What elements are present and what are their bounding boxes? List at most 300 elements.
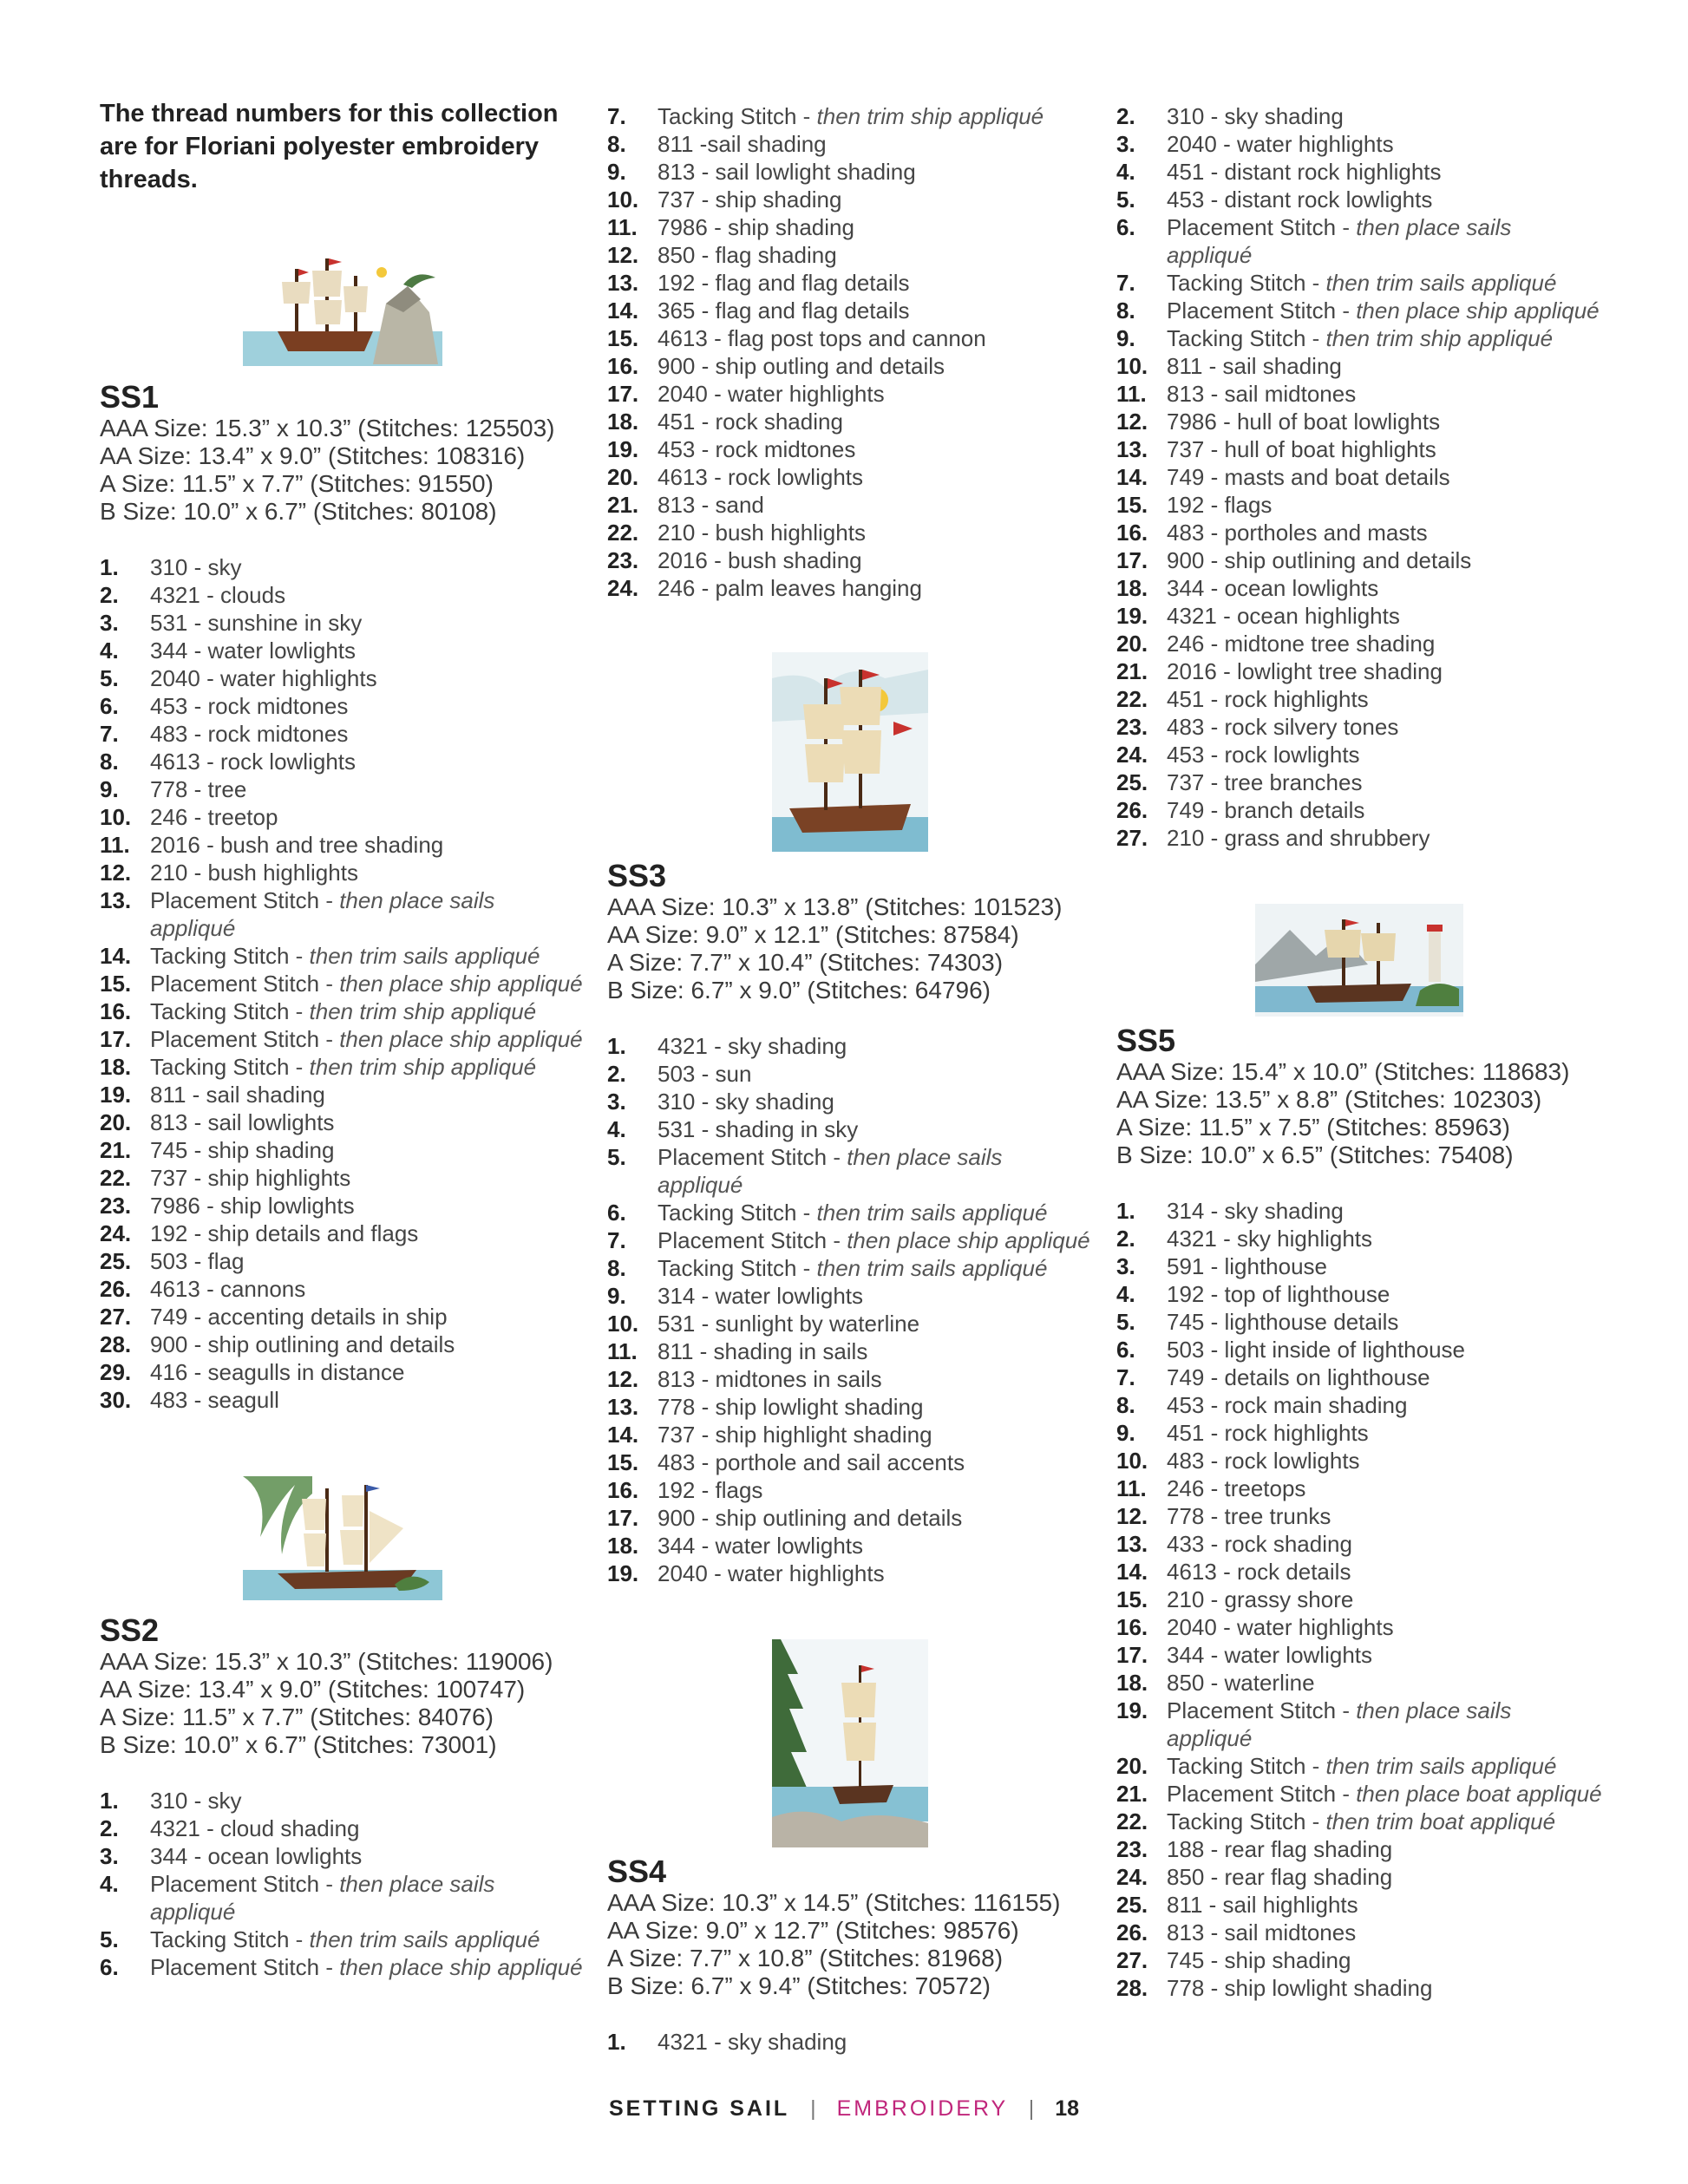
thread-description: 310 - sky	[150, 554, 242, 580]
thread-description: 778 - tree	[150, 776, 247, 802]
thread-description: 310 - sky	[150, 1788, 242, 1814]
thread-number: 8.	[1116, 1392, 1135, 1418]
thread-number: 5.	[100, 665, 119, 691]
thread-number: 1.	[607, 2029, 626, 2055]
thread-item	[1116, 1891, 1602, 1919]
thread-item	[1116, 713, 1602, 741]
thread-description: 433 - rock shading	[1167, 1531, 1352, 1557]
thread-text	[658, 1115, 1093, 1143]
thread-item	[1116, 297, 1602, 324]
note-separator: -	[796, 103, 817, 129]
thread-item	[100, 942, 586, 970]
thread-description: 7986 - hull of boat lowlights	[1167, 409, 1441, 435]
thread-number: 2.	[100, 582, 119, 608]
size-aa: AA Size: 9.0” x 12.1” (Stitches: 87584)	[607, 921, 1019, 948]
size-list-ss2	[100, 1648, 586, 1759]
thread-number: 16.	[100, 998, 132, 1024]
size-b: B Size: 10.0” x 6.7” (Stitches: 80108)	[100, 498, 497, 525]
thread-item	[1116, 1336, 1602, 1363]
thread-text	[1167, 408, 1602, 435]
thread-description: 310 - sky shading	[1167, 103, 1344, 129]
thread-number: 16.	[607, 353, 639, 379]
thread-description: 778 - ship lowlight shading	[658, 1394, 924, 1420]
thread-text	[658, 158, 1093, 186]
thread-text	[1167, 1558, 1602, 1586]
thread-note: then place sails appliqué	[1167, 214, 1512, 268]
size-a: A Size: 11.5” x 7.7” (Stitches: 91550)	[100, 470, 494, 497]
thread-note: then trim ship appliqué	[1325, 325, 1554, 351]
thread-note: then place sails appliqué	[1167, 1697, 1512, 1751]
thread-item	[607, 297, 1093, 324]
thread-list-ss2-continued	[607, 102, 1093, 602]
thread-text	[658, 102, 1093, 130]
thread-number: 12.	[1116, 1503, 1148, 1529]
thread-text	[658, 1032, 1093, 1060]
thread-item	[100, 1815, 586, 1842]
thread-text	[658, 1282, 1093, 1310]
thread-text	[658, 241, 1093, 269]
thread-number: 18.	[1116, 1670, 1148, 1696]
thread-text	[1167, 1308, 1602, 1336]
thread-description: 451 - distant rock highlights	[1167, 159, 1442, 185]
thread-number: 13.	[1116, 436, 1148, 462]
thread-text	[658, 574, 1093, 602]
thread-description: 813 - sail midtones	[1167, 1919, 1357, 1945]
thread-text	[1167, 1697, 1602, 1752]
thread-item	[100, 1136, 586, 1164]
thread-description: 192 - flag and flag details	[658, 270, 910, 296]
thread-number: 3.	[1116, 1253, 1135, 1279]
thread-text	[1167, 435, 1602, 463]
thread-item	[1116, 1863, 1602, 1891]
thread-item	[607, 186, 1093, 213]
thread-text	[1167, 1502, 1602, 1530]
thread-number: 12.	[607, 242, 639, 268]
thread-list-ss2	[100, 1787, 586, 1981]
thread-number: 25.	[1116, 769, 1148, 795]
design-title-ss5: SS5	[1116, 1023, 1176, 1058]
thread-item	[1116, 1308, 1602, 1336]
thread-description: 4321 - sky shading	[658, 1033, 847, 1059]
thread-text	[1167, 491, 1602, 519]
thread-description: 850 - waterline	[1167, 1670, 1315, 1696]
thread-description: 4321 - clouds	[150, 582, 286, 608]
thread-number: 14.	[1116, 1559, 1148, 1585]
thread-text	[1167, 102, 1602, 130]
thread-item	[1116, 1252, 1602, 1280]
thread-number: 19.	[607, 436, 639, 462]
thread-description: 811 - sail highlights	[1167, 1892, 1358, 1918]
thread-number: 14.	[1116, 464, 1148, 490]
thread-description: 451 - rock shading	[658, 409, 843, 435]
thread-item	[1116, 1280, 1602, 1308]
thread-item	[1116, 352, 1602, 380]
thread-description: 745 - ship shading	[1167, 1947, 1351, 1973]
thread-description: 344 - ocean lowlights	[1167, 575, 1379, 601]
thread-number: 10.	[100, 804, 132, 830]
thread-text	[1167, 1336, 1602, 1363]
thread-item	[607, 1365, 1093, 1393]
thread-text	[150, 748, 586, 775]
thread-description: 7986 - ship lowlights	[150, 1193, 355, 1219]
thread-item	[607, 1254, 1093, 1282]
thread-text	[150, 886, 586, 942]
thread-description: 483 - rock midtones	[150, 721, 349, 747]
thread-number: 22.	[100, 1165, 132, 1191]
thread-number: 26.	[100, 1276, 132, 1302]
thread-item	[1116, 796, 1602, 824]
thread-text	[1167, 1780, 1602, 1808]
thread-text	[150, 664, 586, 692]
thread-item	[1116, 1641, 1602, 1669]
thread-text	[150, 1331, 586, 1358]
thread-text	[658, 491, 1093, 519]
thread-description: 531 - sunshine in sky	[150, 610, 363, 636]
thread-number: 24.	[1116, 1864, 1148, 1890]
thread-text	[150, 720, 586, 748]
size-aaa: AAA Size: 10.3” x 14.5” (Stitches: 116155)	[607, 1889, 1061, 1916]
thread-description: 900 - ship outlining and details	[658, 1505, 963, 1531]
thread-item	[1116, 1475, 1602, 1502]
thread-number: 9.	[100, 776, 119, 802]
thread-text	[150, 1275, 586, 1303]
note-separator: -	[319, 1871, 340, 1897]
thread-description: 4613 - rock details	[1167, 1559, 1351, 1585]
thread-description: Placement Stitch	[1167, 1697, 1337, 1723]
thread-description: Tacking Stitch	[150, 1926, 290, 1952]
thread-item	[1116, 435, 1602, 463]
thread-description: 745 - lighthouse details	[1167, 1309, 1399, 1335]
thread-number: 9.	[607, 159, 626, 185]
thread-text	[1167, 519, 1602, 546]
thread-text	[150, 859, 586, 886]
thread-number: 7.	[1116, 1364, 1135, 1390]
thread-number: 9.	[1116, 1420, 1135, 1446]
thread-item	[100, 997, 586, 1025]
thread-number: 6.	[1116, 214, 1135, 240]
note-separator: -	[319, 887, 340, 913]
thread-text	[150, 803, 586, 831]
thread-text	[1167, 796, 1602, 824]
thread-description: 344 - water lowlights	[150, 638, 356, 664]
thread-item	[1116, 1447, 1602, 1475]
size-a: A Size: 11.5” x 7.5” (Stitches: 85963)	[1116, 1114, 1510, 1141]
note-separator: -	[1305, 325, 1326, 351]
thread-item	[607, 241, 1093, 269]
thread-note: then trim ship appliqué	[309, 998, 537, 1024]
thread-item	[100, 748, 586, 775]
size-list-ss1	[100, 415, 586, 526]
thread-description: Tacking Stitch	[658, 103, 797, 129]
thread-item	[100, 1787, 586, 1815]
thread-text	[658, 1254, 1093, 1282]
thread-text	[1167, 546, 1602, 574]
size-b: B Size: 6.7” x 9.0” (Stitches: 64796)	[607, 977, 991, 1004]
thread-item	[607, 1504, 1093, 1532]
thread-item	[100, 1053, 586, 1081]
thread-text	[150, 1386, 586, 1414]
thread-text	[658, 1393, 1093, 1421]
thread-number: 20.	[1116, 1753, 1148, 1779]
thread-description: 4613 - rock lowlights	[150, 749, 356, 775]
thread-item	[100, 1953, 586, 1981]
thread-number: 21.	[1116, 1781, 1148, 1807]
thread-number: 23.	[1116, 714, 1148, 740]
thread-description: 451 - rock highlights	[1167, 1420, 1369, 1446]
thread-item	[607, 408, 1093, 435]
design-title-ss3: SS3	[607, 858, 667, 893]
thread-item	[1116, 102, 1602, 130]
thread-number: 6.	[607, 1200, 626, 1226]
thread-description: 210 - bush highlights	[150, 860, 358, 886]
thread-description: 503 - sun	[658, 1061, 752, 1087]
thread-number: 15.	[607, 325, 639, 351]
thread-description: Placement Stitch	[1167, 1781, 1337, 1807]
thread-number: 2.	[1116, 103, 1135, 129]
thread-description: Tacking Stitch	[150, 943, 290, 969]
column-2	[607, 102, 1093, 2056]
thread-item	[100, 886, 586, 942]
thread-number: 4.	[100, 1871, 119, 1897]
thread-text	[1167, 768, 1602, 796]
thread-note: then trim sails appliqué	[816, 1255, 1048, 1281]
thread-text	[1167, 213, 1602, 269]
thread-description: 900 - ship outlining and details	[1167, 547, 1472, 573]
thread-description: 531 - shading in sky	[658, 1116, 859, 1142]
thread-description: 2040 - water highlights	[1167, 131, 1394, 157]
thread-text	[150, 1025, 586, 1053]
thread-text	[150, 637, 586, 664]
intro-text: The thread numbers for this collection are for Floriani polyester embroidery threads.	[100, 100, 559, 193]
thread-item	[607, 213, 1093, 241]
note-separator: -	[1305, 270, 1326, 296]
thread-text	[1167, 685, 1602, 713]
thread-description: 811 - sail shading	[150, 1082, 325, 1108]
thread-description: 4321 - ocean highlights	[1167, 603, 1400, 629]
thread-description: 365 - flag and flag details	[658, 298, 910, 324]
thread-note: then trim ship appliqué	[816, 103, 1044, 129]
size-list-ss5	[1116, 1058, 1602, 1169]
thread-item	[1116, 685, 1602, 713]
thread-item	[607, 1337, 1093, 1365]
thread-item	[1116, 574, 1602, 602]
size-aa: AA Size: 13.4” x 9.0” (Stitches: 100747)	[100, 1676, 526, 1703]
thread-description: 737 - ship highlights	[150, 1165, 351, 1191]
thread-description: Tacking Stitch	[658, 1200, 797, 1226]
ss3-ship-illustration	[772, 652, 928, 852]
thread-description: 483 - portholes and masts	[1167, 520, 1428, 546]
thread-item	[607, 1199, 1093, 1226]
thread-text	[150, 942, 586, 970]
thread-list-ss4-continued	[1116, 102, 1602, 852]
thread-number: 24.	[100, 1220, 132, 1246]
thread-text	[658, 1476, 1093, 1504]
thread-number: 19.	[100, 1082, 132, 1108]
thread-number: 2.	[100, 1815, 119, 1841]
thread-item	[607, 130, 1093, 158]
thread-text	[1167, 1252, 1602, 1280]
page-footer	[0, 2096, 1688, 2122]
thread-item	[1116, 1669, 1602, 1697]
thread-number: 21.	[607, 492, 639, 518]
thread-item	[1116, 657, 1602, 685]
thread-text	[150, 1164, 586, 1192]
thread-item	[100, 859, 586, 886]
thread-text	[1167, 186, 1602, 213]
thread-item	[1116, 1558, 1602, 1586]
thread-item	[1116, 1391, 1602, 1419]
thread-description: Tacking Stitch	[658, 1255, 797, 1281]
thread-description: 344 - water lowlights	[1167, 1642, 1372, 1668]
thread-number: 3.	[100, 1843, 119, 1869]
thread-description: 749 - masts and boat details	[1167, 464, 1450, 490]
thread-number: 9.	[607, 1283, 626, 1309]
thread-number: 9.	[1116, 325, 1135, 351]
thread-text	[658, 380, 1093, 408]
thread-item	[607, 1282, 1093, 1310]
thread-item	[607, 1088, 1093, 1115]
thread-item	[1116, 1780, 1602, 1808]
thread-number: 5.	[1116, 186, 1135, 213]
thread-description: 453 - rock lowlights	[1167, 742, 1360, 768]
thread-text	[1167, 352, 1602, 380]
thread-text	[1167, 1280, 1602, 1308]
thread-item	[1116, 269, 1602, 297]
thread-text	[1167, 158, 1602, 186]
thread-item	[100, 1331, 586, 1358]
thread-number: 20.	[1116, 631, 1148, 657]
thread-item	[1116, 1974, 1602, 2002]
thread-text	[150, 1108, 586, 1136]
thread-text	[1167, 297, 1602, 324]
thread-item	[100, 775, 586, 803]
thread-text	[658, 463, 1093, 491]
thread-number: 18.	[607, 409, 639, 435]
thread-description: 192 - top of lighthouse	[1167, 1281, 1390, 1307]
thread-item	[607, 2028, 1093, 2056]
thread-number: 24.	[607, 575, 639, 601]
thread-description: 813 - sail lowlights	[150, 1109, 335, 1135]
thread-description: 416 - seagulls in distance	[150, 1359, 405, 1385]
thread-item	[1116, 1697, 1602, 1752]
thread-description: Placement Stitch	[150, 971, 320, 997]
thread-item	[1116, 1363, 1602, 1391]
thread-description: 192 - ship details and flags	[150, 1220, 419, 1246]
thread-note: then trim sails appliqué	[1325, 270, 1557, 296]
thread-text	[1167, 380, 1602, 408]
thread-description: 737 - ship shading	[658, 186, 842, 213]
note-separator: -	[1336, 1697, 1357, 1723]
thread-number: 15.	[607, 1449, 639, 1475]
thread-text	[1167, 657, 1602, 685]
thread-text	[658, 1226, 1093, 1254]
thread-note: then place ship appliqué	[1356, 298, 1600, 324]
thread-item	[607, 1310, 1093, 1337]
thread-number: 11.	[1116, 381, 1147, 407]
thread-text	[1167, 602, 1602, 630]
thread-list-ss3	[607, 1032, 1093, 1587]
thread-note: then place ship appliqué	[847, 1227, 1090, 1253]
note-separator: -	[289, 943, 310, 969]
thread-description: 813 - sand	[658, 492, 764, 518]
thread-description: 778 - ship lowlight shading	[1167, 1975, 1433, 2001]
thread-text	[1167, 713, 1602, 741]
thread-text	[1167, 1669, 1602, 1697]
thread-description: 811 -sail shading	[658, 131, 827, 157]
footer-divider: |	[810, 2096, 816, 2121]
thread-description: 246 - treetops	[1167, 1475, 1306, 1501]
thread-item	[607, 1032, 1093, 1060]
thread-text	[150, 553, 586, 581]
thread-text	[1167, 1419, 1602, 1447]
thread-item	[1116, 1586, 1602, 1613]
thread-text	[150, 692, 586, 720]
thread-number: 8.	[100, 749, 119, 775]
thread-item	[607, 546, 1093, 574]
thread-item	[100, 1220, 586, 1247]
thread-item	[607, 1421, 1093, 1448]
thread-description: 531 - sunlight by waterline	[658, 1311, 920, 1337]
thread-description: 813 - sail midtones	[1167, 381, 1357, 407]
thread-item	[1116, 186, 1602, 213]
thread-number: 10.	[607, 1311, 639, 1337]
thread-description: 246 - palm leaves hanging	[658, 575, 922, 601]
thread-number: 7.	[607, 103, 626, 129]
thread-text	[1167, 1946, 1602, 1974]
thread-item	[607, 1532, 1093, 1560]
thread-description: 314 - sky shading	[1167, 1198, 1344, 1224]
thread-number: 27.	[100, 1304, 132, 1330]
thread-text	[150, 1136, 586, 1164]
thread-number: 22.	[607, 520, 639, 546]
thread-note: then place sails appliqué	[658, 1144, 1003, 1198]
thread-number: 5.	[1116, 1309, 1135, 1335]
thread-description: Tacking Stitch	[150, 998, 290, 1024]
thread-number: 15.	[1116, 492, 1148, 518]
thread-text	[658, 408, 1093, 435]
thread-text	[658, 269, 1093, 297]
thread-description: 4613 - flag post tops and cannon	[658, 325, 986, 351]
thread-description: 4613 - rock lowlights	[658, 464, 863, 490]
thread-text	[658, 2028, 1093, 2056]
size-b: B Size: 10.0” x 6.7” (Stitches: 73001)	[100, 1731, 497, 1758]
thread-item	[1116, 1419, 1602, 1447]
thread-item	[100, 1081, 586, 1108]
thread-text	[150, 1787, 586, 1815]
thread-number: 27.	[1116, 825, 1148, 851]
thread-description: Placement Stitch	[150, 1026, 320, 1052]
thread-text	[150, 609, 586, 637]
thread-number: 13.	[100, 887, 132, 913]
thread-item	[100, 1275, 586, 1303]
thread-item	[100, 803, 586, 831]
thread-note: then place ship appliqué	[339, 971, 583, 997]
thread-item	[1116, 1946, 1602, 1974]
thread-text	[1167, 630, 1602, 657]
thread-description: 813 - midtones in sails	[658, 1366, 882, 1392]
thread-text	[1167, 269, 1602, 297]
thread-item	[1116, 602, 1602, 630]
thread-number: 28.	[100, 1331, 132, 1357]
thread-note: then place sails appliqué	[150, 887, 495, 941]
thread-description: Tacking Stitch	[1167, 270, 1306, 296]
thread-description: Placement Stitch	[150, 887, 320, 913]
thread-item	[100, 1164, 586, 1192]
size-aaa: AAA Size: 15.4” x 10.0” (Stitches: 118683)	[1116, 1058, 1570, 1085]
thread-text	[1167, 1225, 1602, 1252]
thread-description: 591 - lighthouse	[1167, 1253, 1328, 1279]
thread-number: 3.	[607, 1089, 626, 1115]
